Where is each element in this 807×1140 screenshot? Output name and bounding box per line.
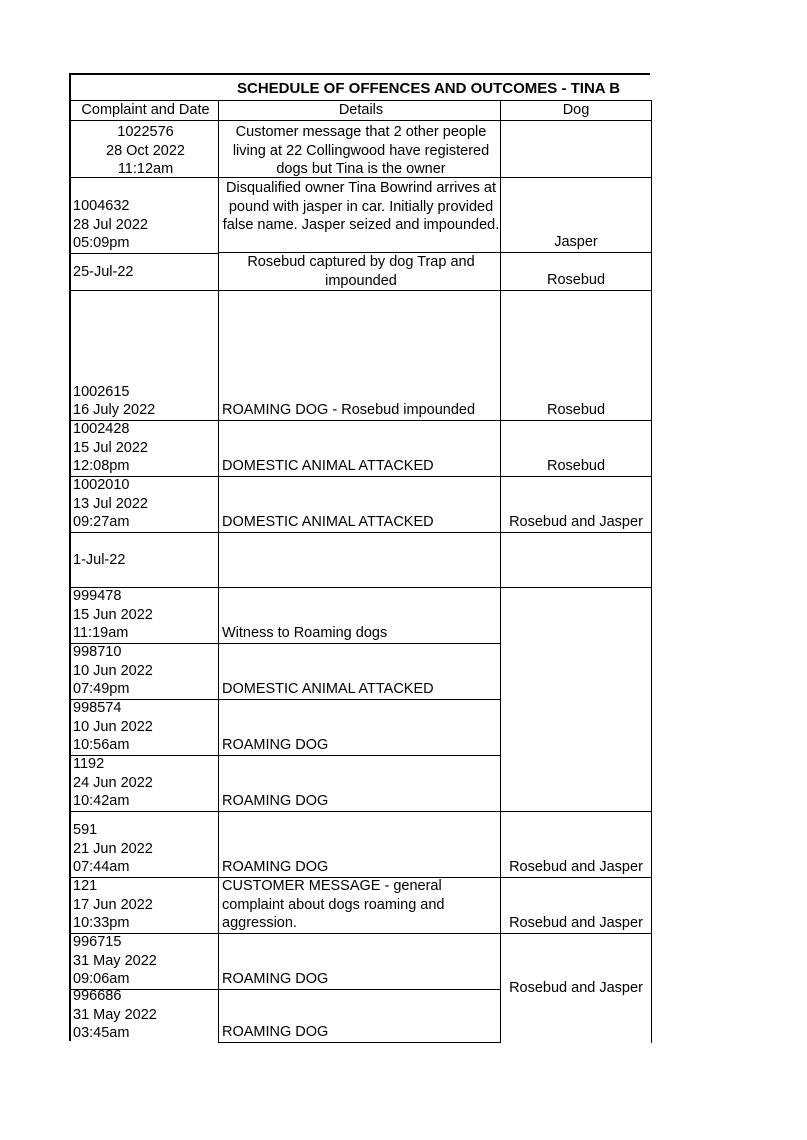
- complaint-cell: 1192 24 Jun 2022 10:42am: [71, 756, 219, 812]
- details-cell: Customer message that 2 other people living at 22 Collingwood have registered dogs but Tina is the owner: [219, 121, 501, 178]
- complaint-cell: 1-Jul-22: [71, 533, 219, 588]
- details-cell: CUSTOMER MESSAGE - general complaint about dogs roaming and aggression.: [219, 878, 501, 934]
- complaint-cell: 121 17 Jun 2022 10:33pm: [71, 878, 219, 934]
- dog-cell: Rosebud and Jasper: [501, 878, 652, 934]
- table-title-text: SCHEDULE OF OFFENCES AND OUTCOMES - TINA B: [237, 80, 621, 97]
- details-cell: ROAMING DOG: [219, 934, 501, 990]
- complaint-cell: 999478 15 Jun 2022 11:19am: [71, 588, 219, 644]
- complaint-cell: 1004632 28 Jul 2022 05:09pm: [71, 178, 219, 253]
- dog-cell: [501, 121, 652, 178]
- details-cell: Disqualified owner Tina Bowrind arrives at pound with jasper in car. Initially provided false name. Jasper seized and impounded.: [219, 178, 501, 253]
- details-cell: DOMESTIC ANIMAL ATTACKED: [219, 477, 501, 533]
- dog-cell: Rosebud: [501, 291, 652, 421]
- details-cell: DOMESTIC ANIMAL ATTACKED: [219, 644, 501, 700]
- complaint-cell: 996715 31 May 2022 09:06am: [71, 934, 219, 990]
- details-cell: ROAMING DOG: [219, 700, 501, 756]
- details-cell: ROAMING DOG: [219, 756, 501, 812]
- column-header-details: Details: [219, 101, 501, 121]
- complaint-cell: 1002615 16 July 2022: [71, 291, 219, 421]
- column-header-complaint: Complaint and Date: [71, 101, 219, 121]
- dog-cell: [501, 533, 652, 588]
- details-cell: ROAMING DOG: [219, 990, 501, 1043]
- offences-table: [69, 73, 650, 1041]
- dog-cell-merged: Rosebud and Jasper: [501, 934, 652, 1043]
- table-title: [71, 75, 652, 101]
- dog-cell: Rosebud and Jasper: [501, 477, 652, 533]
- details-cell: ROAMING DOG: [219, 812, 501, 878]
- complaint-cell: 998574 10 Jun 2022 10:56am: [71, 700, 219, 756]
- complaint-cell: 25-Jul-22: [71, 253, 219, 291]
- dog-cell: Rosebud and Jasper: [501, 812, 652, 878]
- dog-cell: Rosebud: [501, 253, 652, 291]
- complaint-cell: 1002428 15 Jul 2022 12:08pm: [71, 421, 219, 477]
- complaint-cell: 1002010 13 Jul 2022 09:27am: [71, 477, 219, 533]
- dog-cell: Rosebud: [501, 421, 652, 477]
- complaint-cell: 996686 31 May 2022 03:45am: [71, 990, 219, 1043]
- column-header-dog: Dog: [501, 101, 652, 121]
- dog-cell-merged: [501, 588, 652, 812]
- complaint-cell: 998710 10 Jun 2022 07:49pm: [71, 644, 219, 700]
- details-cell: Rosebud captured by dog Trap and impounded: [219, 253, 501, 291]
- details-cell: ROAMING DOG - Rosebud impounded: [219, 291, 501, 421]
- details-cell: [219, 533, 501, 588]
- details-cell: DOMESTIC ANIMAL ATTACKED: [219, 421, 501, 477]
- complaint-cell: 591 21 Jun 2022 07:44am: [71, 812, 219, 878]
- details-cell: Witness to Roaming dogs: [219, 588, 501, 644]
- complaint-cell: 1022576 28 Oct 2022 11:12am: [71, 121, 219, 178]
- dog-cell: Jasper: [501, 178, 652, 253]
